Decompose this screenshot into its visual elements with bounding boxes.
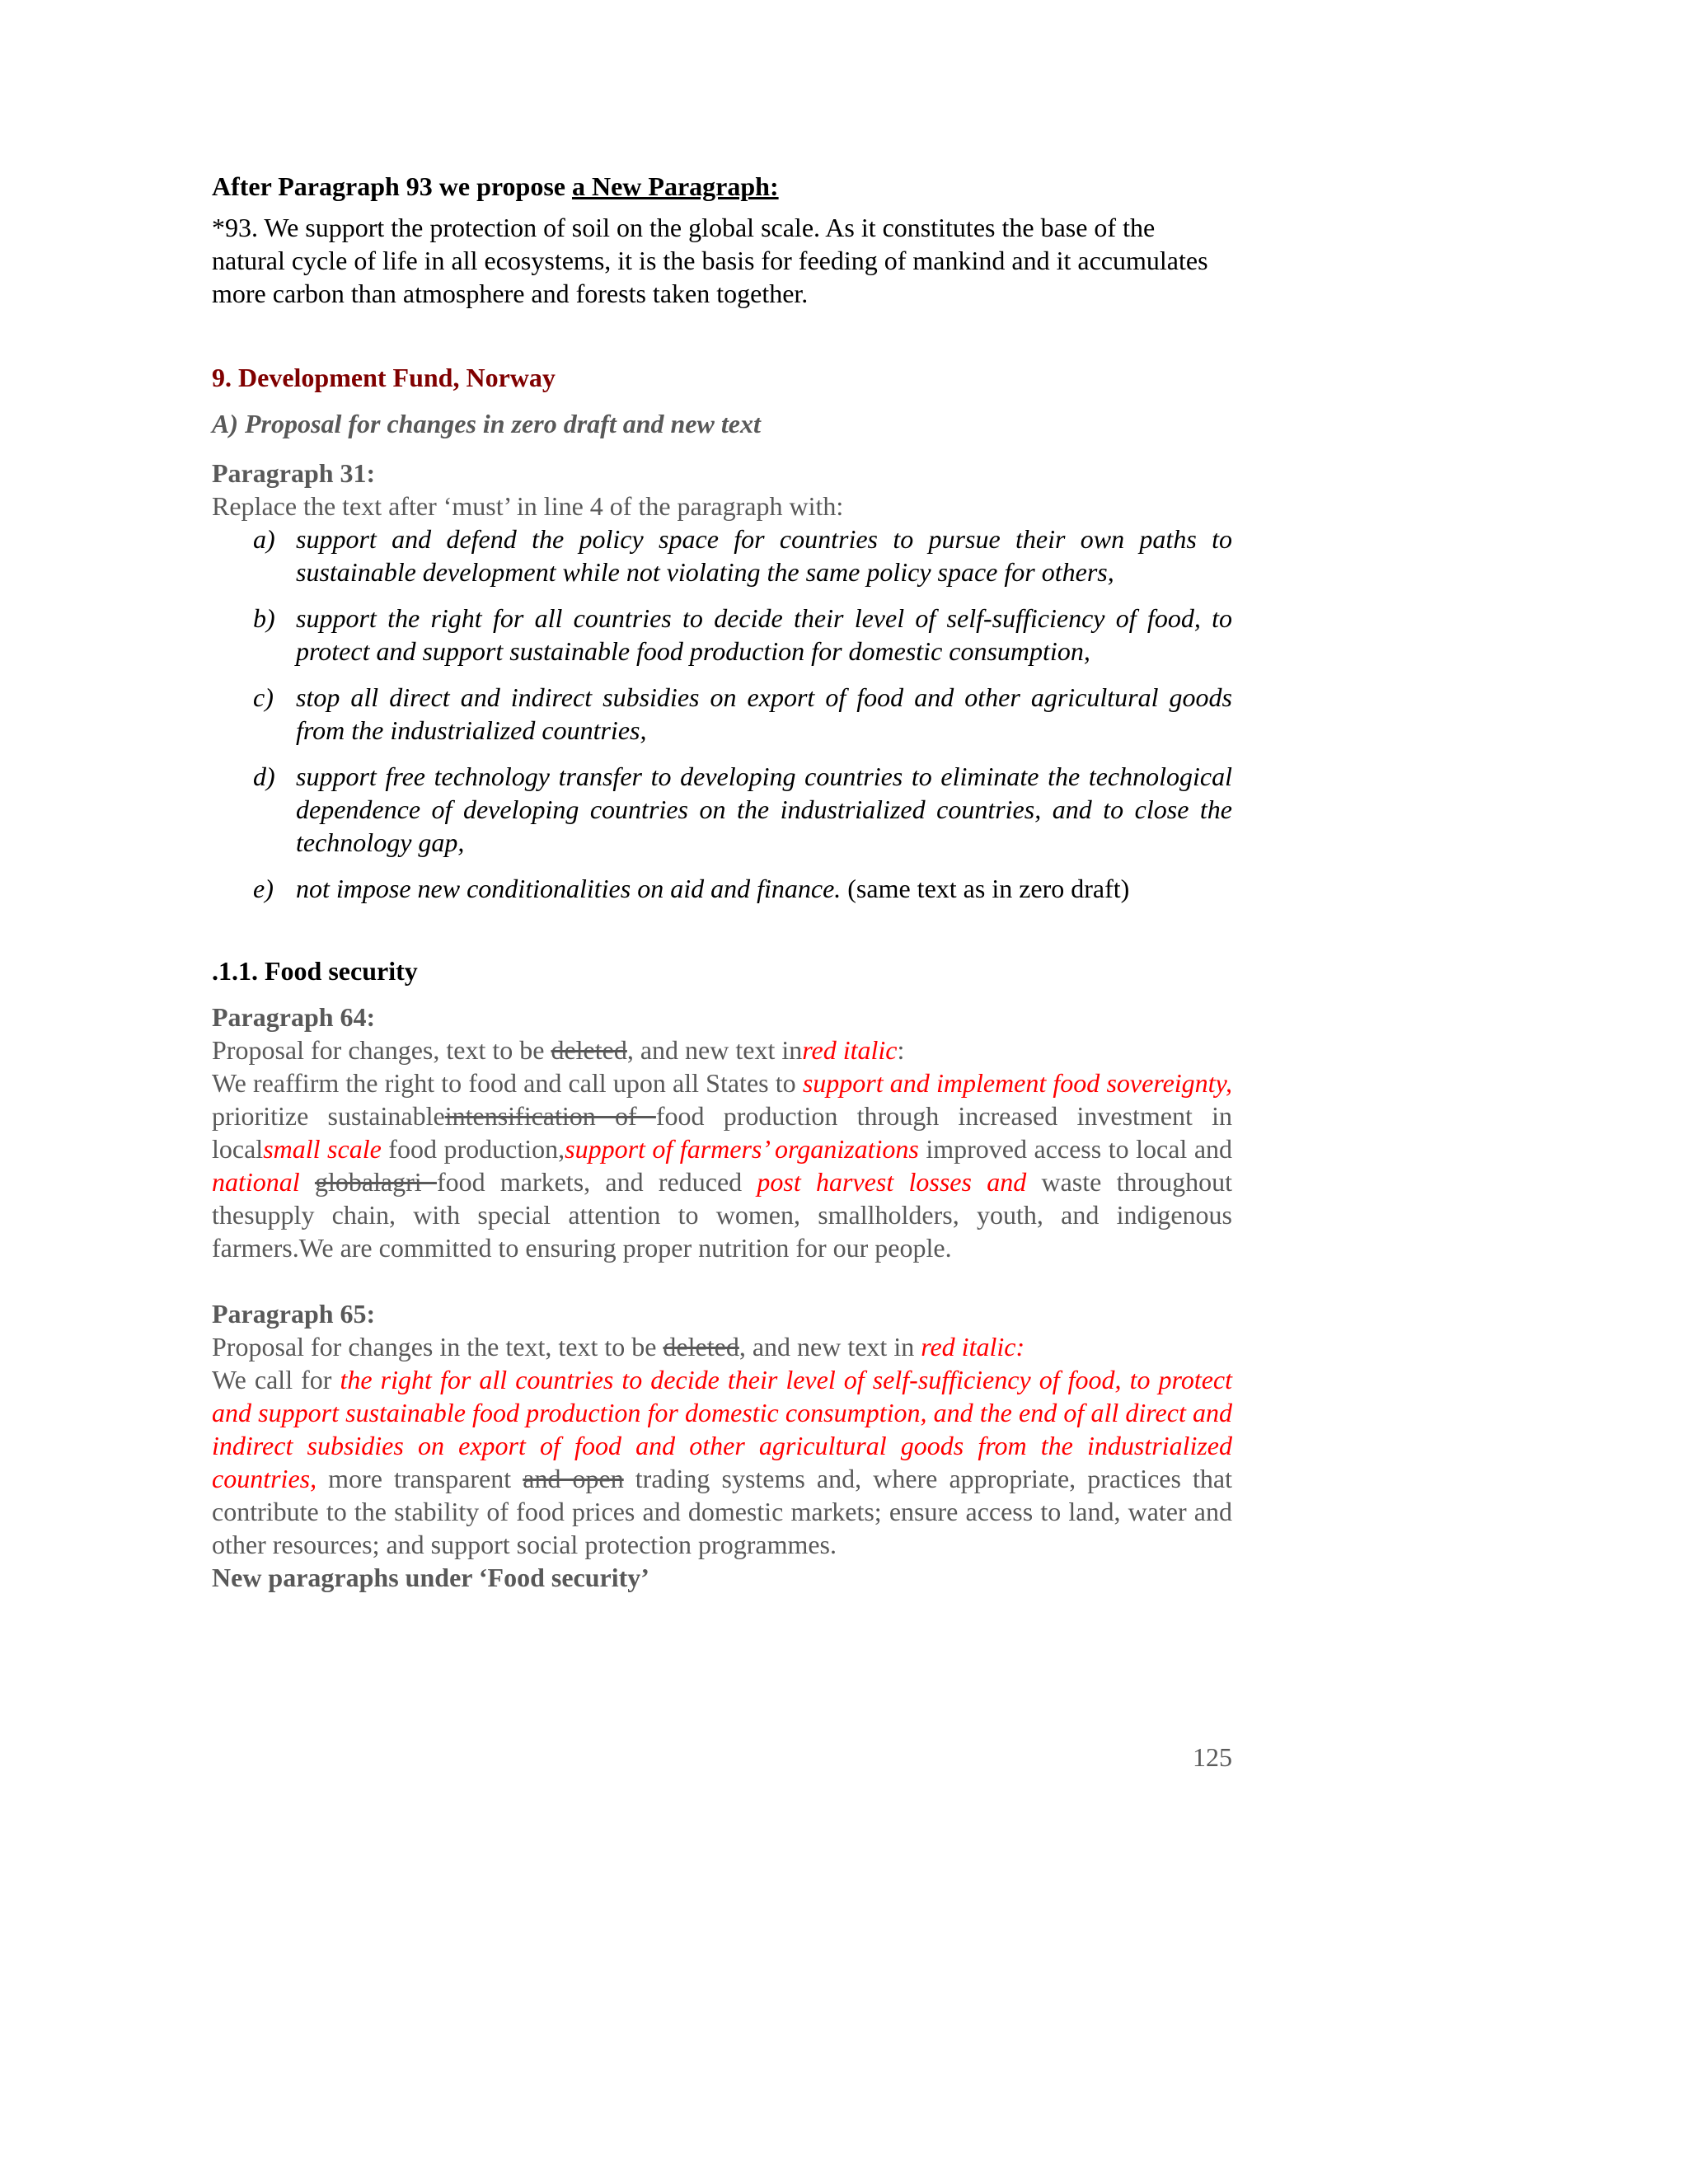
paragraph-65-title: Paragraph 65: [212, 1299, 376, 1329]
paragraph-64-body [212, 1066, 1232, 1264]
section-heading: 9. Development Fund, Norway [212, 363, 556, 392]
list-marker: d) [253, 762, 275, 791]
body-text [300, 1167, 315, 1197]
body-text: We reaffirm the right to food and call upon all States to [212, 1068, 803, 1098]
body-text: more transparent [316, 1464, 523, 1493]
page-number: 125 [1193, 1742, 1232, 1772]
body-text: We call for [212, 1365, 340, 1394]
new-text: post harvest losses and [757, 1167, 1027, 1197]
list-item-text: stop all direct and indirect subsidies on export of food and other agricultural goods from the industrialized countries, [296, 682, 1232, 745]
paragraph-31-title: Paragraph 31: [212, 458, 376, 488]
list-marker: c) [253, 682, 274, 712]
paragraph-64-title: Paragraph 64: [212, 1002, 376, 1032]
new-paragraphs-heading: New paragraphs under ‘Food security’ [212, 1563, 649, 1592]
heading-prefix: After Paragraph 93 we propose [212, 171, 572, 201]
deleted-text: globalagri [314, 1167, 437, 1197]
deleted-text: deleted [551, 1035, 627, 1065]
list-item-suffix: (same text as in zero draft) [841, 874, 1130, 903]
new-text: small scale [263, 1134, 382, 1164]
body-text: improved access to local and [918, 1134, 1233, 1164]
intro-text: Proposal for changes in the text, text to be [212, 1332, 663, 1361]
deleted-text: deleted [663, 1332, 739, 1361]
food-security-heading: .1.1. Food security [212, 956, 418, 986]
intro-text: , and new text in [626, 1035, 803, 1065]
intro-text: : [897, 1035, 905, 1065]
document-page [212, 165, 1233, 1772]
intro-text: Proposal for changes, text to be [212, 1035, 551, 1065]
body-text: trading systems and, where appropriate, practices that contribute to the stability of food prices and domestic markets; ensure access to land, water and other resources; and support social protection programmes. [212, 1464, 1233, 1559]
heading-underlined: a New Paragraph: [571, 171, 779, 201]
new-paragraph-heading [212, 170, 1232, 203]
paragraph-65-body [212, 1363, 1232, 1561]
body-text: food markets, and reduced [436, 1167, 757, 1197]
intro-text: , and new text in [738, 1332, 921, 1361]
new-paragraph-body: *93. We support the protection of soil on the global scale. As it constitutes the base of the natural cycle of life in all ecosystems, it is the basis for feeding of mankind and it accumulates more carbon than atmosphere and forests taken together. [212, 213, 1208, 308]
deleted-text: and open [523, 1464, 624, 1493]
paragraph-64-intro [212, 1033, 1232, 1066]
new-text: support of farmers’ organizations [565, 1134, 919, 1164]
paragraph-65-intro [212, 1330, 1232, 1363]
paragraph-31-list [212, 523, 1232, 905]
new-text: national [212, 1167, 300, 1197]
new-text: support and implement food sovereignty, [802, 1068, 1233, 1098]
list-item [212, 681, 1232, 747]
list-marker: e) [253, 874, 274, 903]
list-item-text: support and defend the policy space for countries to pursue their own paths to sustainable development while not violating the same policy space for others, [296, 524, 1232, 587]
body-text: prioritize sustainable [212, 1101, 445, 1131]
list-marker: b) [253, 603, 275, 633]
body-text: food production through increased investment in local [212, 1101, 1233, 1164]
list-marker: a) [253, 524, 275, 554]
new-text: red italic [802, 1035, 898, 1065]
body-text: food production, [381, 1134, 565, 1164]
deleted-text: intensification of [444, 1101, 656, 1131]
list-item-text: support free technology transfer to developing countries to eliminate the technological dependence of developing countries on the industrialized countries, and to close the technology gap, [296, 762, 1232, 857]
list-item [212, 523, 1232, 588]
list-item [212, 602, 1232, 668]
section-subheading: A) Proposal for changes in zero draft and new text [212, 409, 761, 438]
new-text: the right for all countries to decide their level of self-sufficiency of food, to protect and support sustainable food production for domestic consumption, and the end of all direct and indirect subsidies on export of food and other agricultural goods from the industrialized countries, [212, 1365, 1233, 1493]
list-item [212, 872, 1232, 905]
list-item-text: not impose new conditionalities on aid and finance. [296, 874, 842, 903]
body-text: waste throughout thesupply chain, with special attention to women, smallholders, youth, and indigenous farmers.We are committed to ensuring proper nutrition for our people. [212, 1167, 1233, 1263]
list-item-text: support the right for all countries to decide their level of self-sufficiency of food, to protect and support sustainable food production for domestic consumption, [296, 603, 1232, 666]
list-item [212, 760, 1232, 859]
paragraph-31-intro: Replace the text after ‘must’ in line 4 of the paragraph with: [212, 491, 844, 521]
new-text: red italic: [921, 1332, 1025, 1361]
